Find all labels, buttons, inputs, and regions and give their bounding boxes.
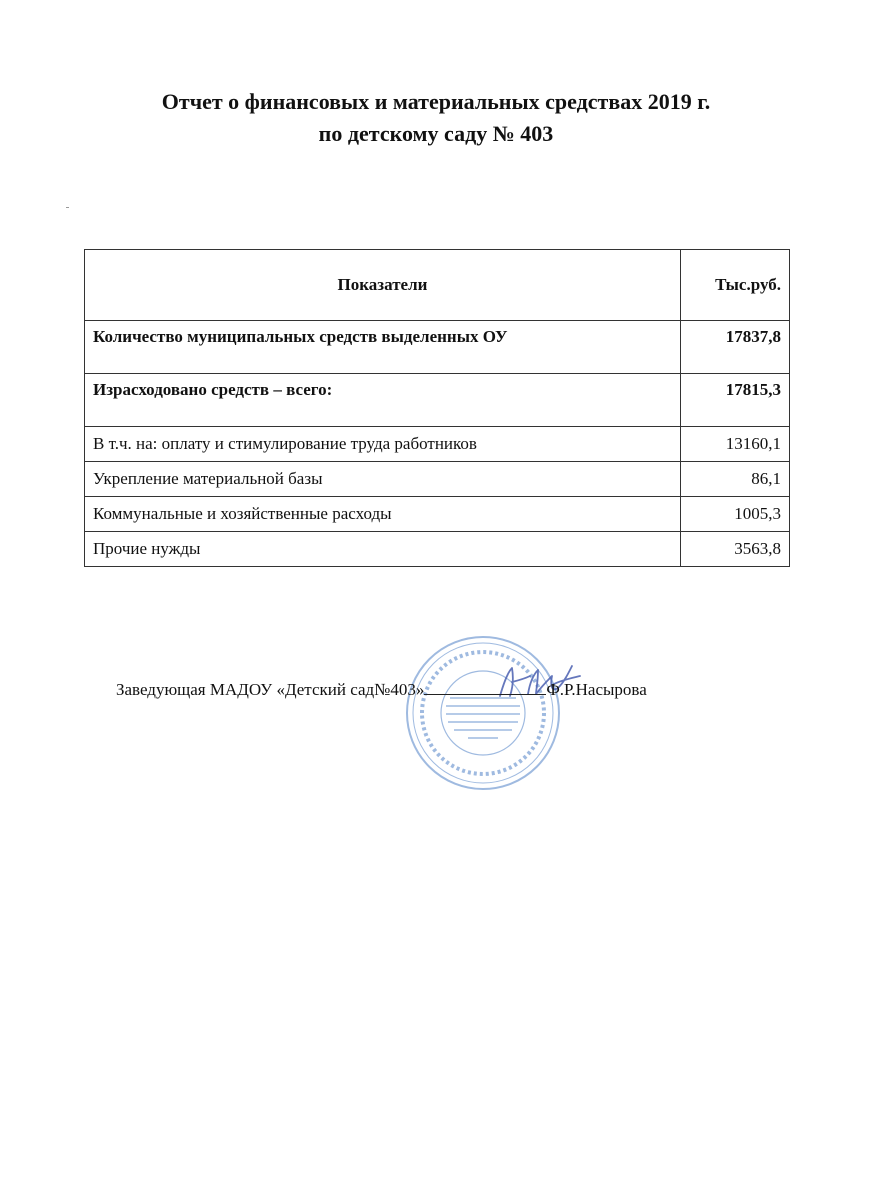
round-seal-stamp-icon <box>402 632 564 794</box>
signature-line <box>116 680 647 700</box>
row-label: В т.ч. на: оплату и стимулирование труда работников <box>85 427 681 462</box>
row-value: 1005,3 <box>681 497 790 532</box>
row-label: Укрепление материальной базы <box>85 462 681 497</box>
row-label: Израсходовано средств – всего: <box>85 374 681 427</box>
table-row <box>85 462 790 497</box>
report-title-line-2: по детскому саду № 403 <box>318 121 554 146</box>
financial-report-table <box>84 249 790 567</box>
row-value: 17815,3 <box>681 374 790 427</box>
scan-speck <box>66 207 69 208</box>
header-indicator: Показатели <box>85 250 681 321</box>
header-value: Тыс.руб. <box>681 250 790 321</box>
table-row <box>85 532 790 567</box>
row-value: 86,1 <box>681 462 790 497</box>
table-header-row <box>85 250 790 321</box>
row-value: 13160,1 <box>681 427 790 462</box>
row-value: 17837,8 <box>681 321 790 374</box>
table-row <box>85 321 790 374</box>
signature-blank <box>424 680 546 695</box>
row-label: Коммунальные и хозяйственные расходы <box>85 497 681 532</box>
signatory-name: Ф.Р.Насырова <box>546 680 647 699</box>
row-value: 3563,8 <box>681 532 790 567</box>
row-label: Количество муниципальных средств выделенных ОУ <box>85 321 681 374</box>
table-row <box>85 427 790 462</box>
report-title-line-1: Отчет о финансовых и материальных средствах 2019 г. <box>161 89 711 114</box>
table-row <box>85 497 790 532</box>
table-row <box>85 374 790 427</box>
signatory-position: Заведующая МАДОУ «Детский сад№403» <box>116 680 425 699</box>
row-label: Прочие нужды <box>85 532 681 567</box>
